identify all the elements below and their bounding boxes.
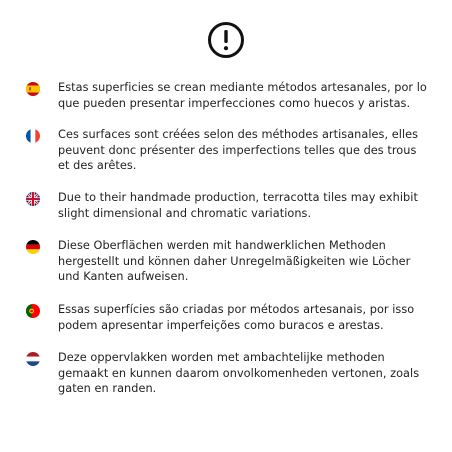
- notice-text-fr: Ces surfaces sont créées selon des méthodes artisanales, elles peuvent donc présenter des imperfections telles que des trous et des arêtes.: [58, 128, 419, 172]
- notice-text-de: Diese Oberflächen werden mit handwerklichen Methoden hergestellt und können daher Unregelmäßigkeiten wie Löcher und Kanten aufweisen.: [58, 239, 411, 283]
- notice-text-es: Estas superficies se crean mediante métodos artesanales, por lo que pueden presentar imperfecciones como huecos y aristas.: [58, 81, 427, 110]
- germany-flag-icon: [26, 240, 40, 254]
- france-flag-icon: [26, 129, 40, 143]
- netherlands-flag-icon: [26, 352, 40, 366]
- notice-text-en: Due to their handmade production, terracotta tiles may exhibit slight dimensional and chromatic variations.: [58, 191, 418, 220]
- portugal-flag-icon: [26, 304, 40, 318]
- notice-text-nl: Deze oppervlakken worden met ambachtelijke methoden gemaakt en kunnen daarom onvolkomenheden vertonen, zoals gaten en randen.: [58, 351, 420, 395]
- notice-text-pt: Essas superfícies são criadas por métodos artesanais, por isso podem apresentar imperfeições como buracos e arestas.: [58, 303, 415, 332]
- spain-flag-icon: [26, 82, 40, 96]
- uk-flag-icon: [26, 192, 40, 206]
